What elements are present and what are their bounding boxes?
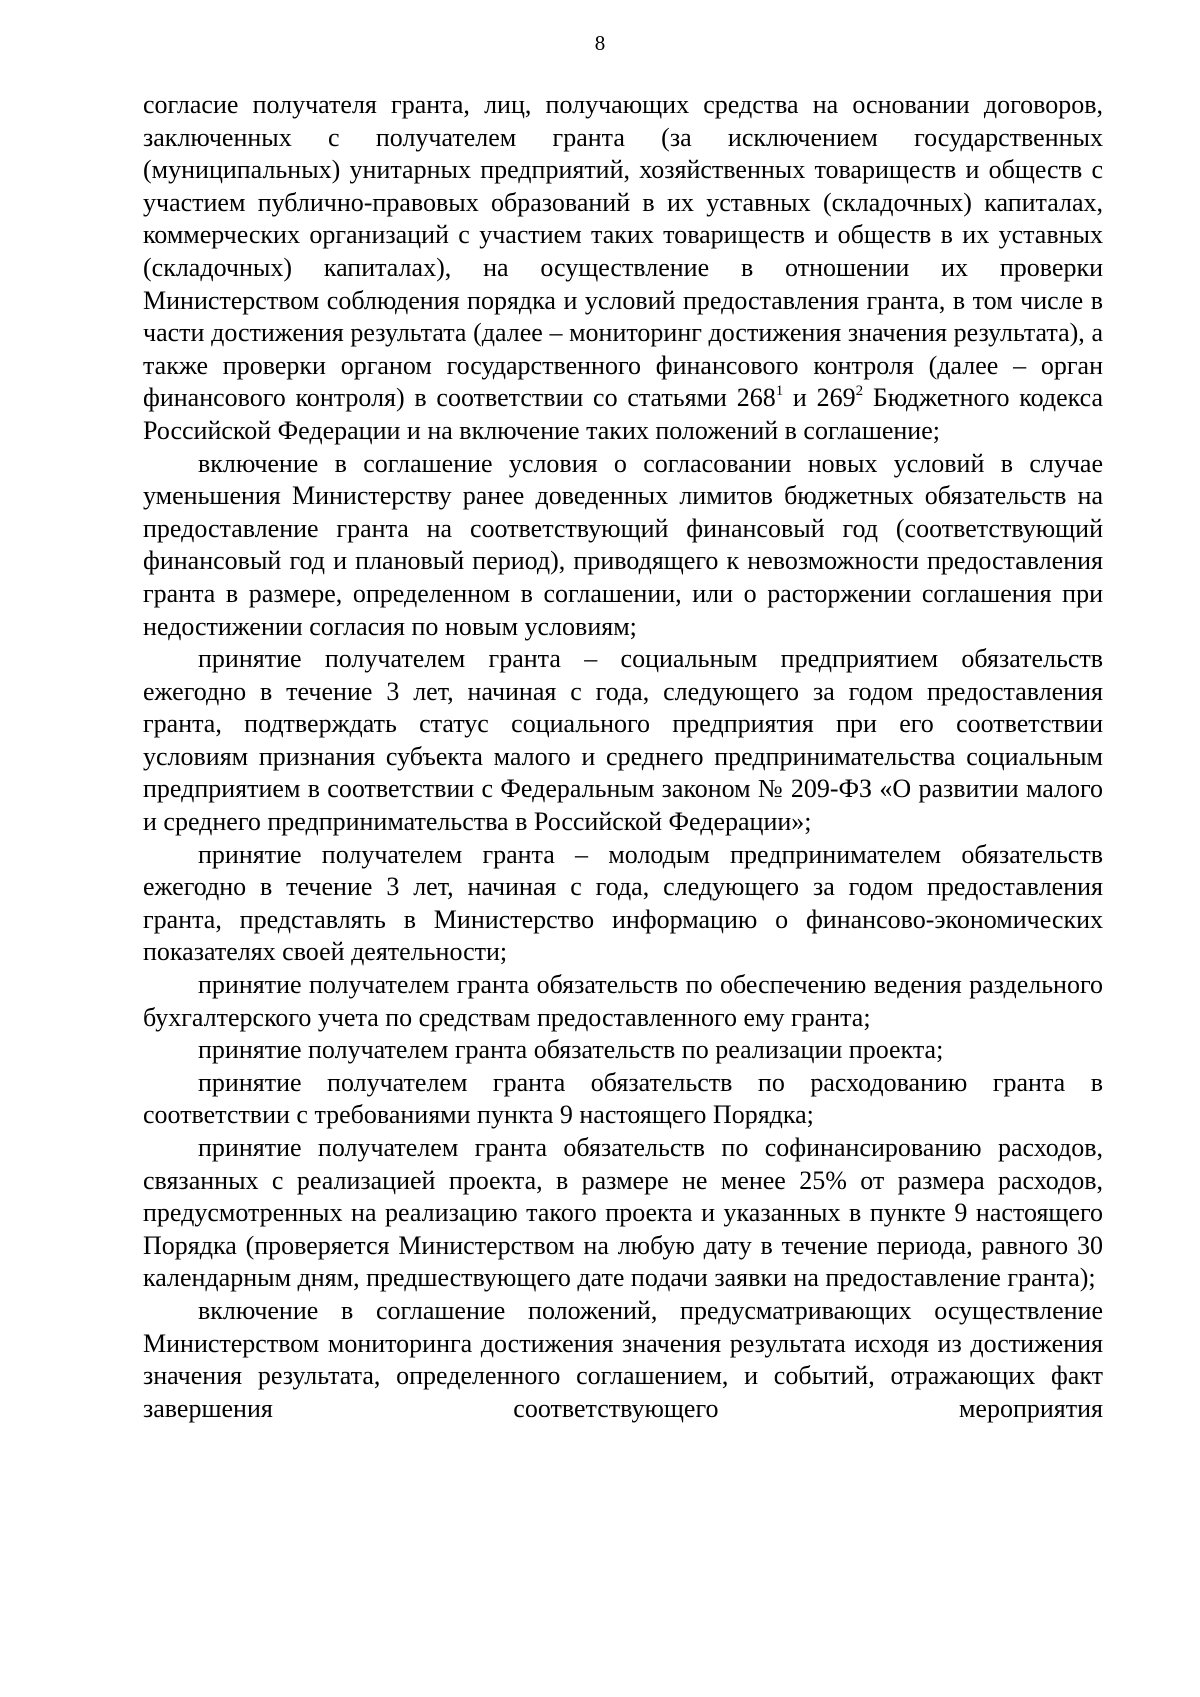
paragraph-text: Бюджетного кодекса Российской Федерации и на включение таких положений в соглашение; (143, 383, 1103, 445)
superscript: 2 (855, 383, 864, 400)
paragraph-young-entrepreneur: принятие получателем гранта – молодым предпринимателем обязательств ежегодно в течение 3 лет, начиная с года, следующего за годом предоставления гранта, представлять в Министерство информацию о финансово-экономических показателях своей деятельности; (143, 839, 1103, 967)
paragraph-monitoring: включение в соглашение положений, предусматривающих осуществление Министерством мониторинга достижения значения результата исходя из достижения значения результата, определенного соглашением, и событий, отражающих факт завершения соответствующего мероприятия (143, 1295, 1103, 1423)
paragraph-new-conditions: включение в соглашение условия о согласовании новых условий в случае уменьшения Министерству ранее доведенных лимитов бюджетных обязательств на предоставление гранта на соответствующий финансовый год (соответствующий финансовый год и плановый период), приводящего к невозможности предоставления гранта в размере, определенном в соглашении, или о расторжении соглашения при недостижении согласия по новым условиям; (143, 448, 1103, 641)
paragraph-consent (143, 89, 1103, 448)
paragraph-separate-accounting: принятие получателем гранта обязательств по обеспечению ведения раздельного бухгалтерского учета по средствам предоставленного ему гранта; (143, 970, 1103, 1032)
document-body (143, 89, 1103, 1425)
paragraph-grant-spending: принятие получателем гранта обязательств по расходованию гранта в соответствии с требованиями пункта 9 настоящего Порядка; (143, 1067, 1103, 1130)
paragraph-cofinancing: принятие получателем гранта обязательств по софинансированию расходов, связанных с реализацией проекта, в размере не менее 25% от размера расходов, предусмотренных на реализацию такого проекта и указанных в пункте 9 настоящего Порядка (проверяется Министерством на любую дату в течение периода, равного 30 календарным дням, предшествующего дате подачи заявки на предоставление гранта); (143, 1133, 1103, 1293)
paragraph-project-implementation: принятие получателем гранта обязательств по реализации проекта; (198, 1035, 944, 1065)
superscript: 1 (775, 383, 784, 400)
paragraph-text: и 269 (783, 383, 856, 413)
paragraph-social-enterprise: принятие получателем гранта – социальным предприятием обязательств ежегодно в течение 3 лет, начиная с года, следующего за годом предоставления гранта, подтверждать статус социального предприятия при его соответствии условиям признания субъекта малого и среднего предпринимательства социальным предприятием в соответствии с Федеральным законом № 209-ФЗ «О развитии малого и среднего предпринимательства в Российской Федерации»; (143, 644, 1103, 837)
page-number: 8 (594, 31, 606, 55)
paragraph-text: согласие получателя гранта, лиц, получающих средства на основании договоров, заключенных с получателем гранта (за исключением государственных (муниципальных) унитарных предприятий, хозяйственных товариществ и обществ с участием публично-правовых образований в их уставных (складочных) капиталах, коммерческих организаций с участием таких товариществ и обществ в их уставных (складочных) капиталах), на осуществление в отношении их проверки Министерством соблюдения порядка и условий предоставления гранта, в том числе в части достижения результата (далее – мониторинг достижения значения результата), а также проверки органом государственного финансового контроля (далее – орган финансового контроля) в соответствии со статьями 268 (143, 90, 1103, 413)
